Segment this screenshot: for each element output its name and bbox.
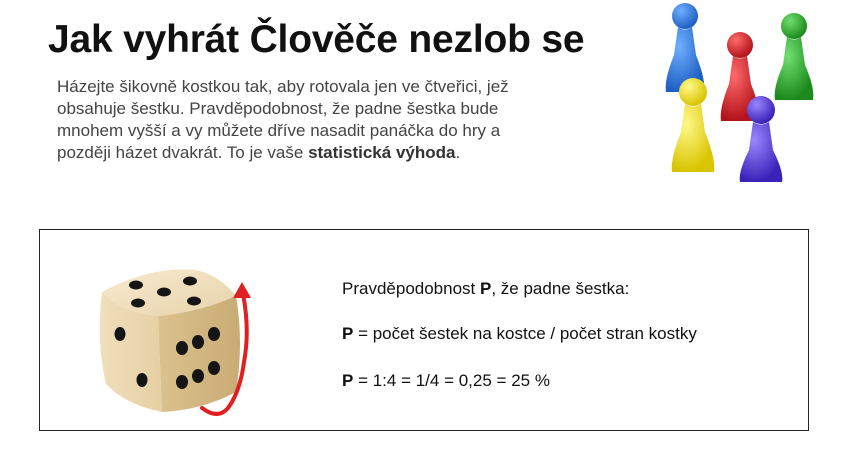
formula-line-1-pre: Pravděpodobnost xyxy=(342,279,480,298)
game-pawns-icon xyxy=(650,0,820,200)
formula-line-3-symbol: P xyxy=(342,371,354,390)
intro-bold-text: statistická výhoda xyxy=(308,143,456,162)
yellow-pawn-icon xyxy=(672,78,715,172)
intro-end: . xyxy=(455,143,461,162)
formula-line-1-post: , že padne šestka: xyxy=(491,279,630,298)
formula-line-2-post: = počet šestek na kostce / počet stran kostky xyxy=(353,324,697,343)
formula-line-1-symbol: P xyxy=(480,279,492,298)
intro-text: Házejte šikovně kostkou tak, aby rotovala jen ve čtveřici, jež obsahuje šestku. Pravděpodobnost, že padne šestka bude mnohem vyšší a vy můžete dříve nasadit panáčka do hry a později házet dvakrát. To je vaše xyxy=(57,77,509,162)
formula-line-2 xyxy=(342,324,697,344)
probability-box xyxy=(39,229,809,431)
formula-line-2-symbol: P xyxy=(342,324,354,343)
page-title: Jak vyhrát Člověče nezlob se xyxy=(48,18,585,61)
formula-line-3 xyxy=(342,371,550,391)
formula-line-3-post: = 1:4 = 1/4 = 0,25 = 25 % xyxy=(353,371,550,390)
blue-pawn-icon xyxy=(666,3,705,92)
formula-line-1 xyxy=(342,279,629,299)
die-rotation-icon xyxy=(90,252,280,424)
intro-paragraph xyxy=(57,76,557,164)
green-pawn-icon xyxy=(775,13,814,100)
